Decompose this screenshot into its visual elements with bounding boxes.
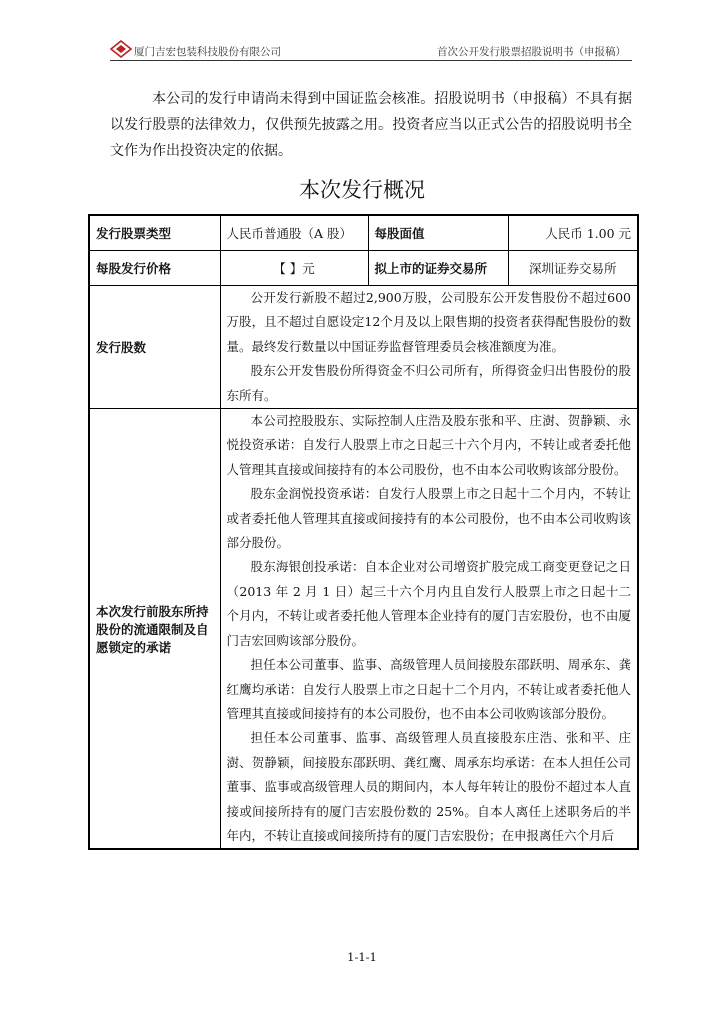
lockup-commitment-text bbox=[220, 409, 638, 850]
paragraph: 股东海银创投承诺：自本企业对公司增资扩股完成工商变更登记之日（2013 年 2 月 1 日）起三十六个月内且自发行人股票上市之日起十二个月内，不转让或者委托他人管理本企业持有的厦门吉宏股份，也不由厦门吉宏回购该部分股份。 bbox=[226, 559, 631, 648]
stock-type-value: 人民币普通股（A 股） bbox=[220, 215, 368, 251]
offering-overview-table bbox=[88, 214, 639, 850]
par-value-value: 人民币 1.00 元 bbox=[508, 215, 638, 251]
paragraph: 股东公开发售股份所得资金不归公司所有，所得资金归出售股份的股东所有。 bbox=[226, 363, 631, 403]
issue-price-label: 每股发行价格 bbox=[89, 251, 220, 286]
notice-paragraph: 本公司的发行申请尚未得到中国证监会核准。招股说明书（申报稿）不具有据以发行股票的法律效力，仅供预先披露之用。投资者应当以正式公告的招股说明书全文作为作出投资决定的依据。 bbox=[110, 91, 632, 159]
page-title: 本次发行概况 bbox=[299, 178, 425, 202]
page-header bbox=[110, 38, 632, 61]
table-row bbox=[89, 409, 638, 850]
table-row bbox=[89, 286, 638, 409]
stock-type-label: 发行股票类型 bbox=[89, 215, 220, 251]
lockup-commitment-label: 本次发行前股东所持股份的流通限制及自愿锁定的承诺 bbox=[89, 409, 220, 850]
paragraph: 公开发行新股不超过2,900万股，公司股东公开发售股份不超过600万股，且不超过自愿设定12个月及以上限售期的投资者获得配售股份的数量。最终发行数量以中国证券监督管理委员会核准额度为准。 bbox=[226, 290, 631, 354]
table-row bbox=[89, 215, 638, 251]
exchange-label: 拟上市的证券交易所 bbox=[368, 251, 508, 286]
page-number: 1-1-1 bbox=[347, 950, 377, 964]
paragraph: 本公司控股股东、实际控制人庄浩及股东张和平、庄澍、贺静颖、永悦投资承诺：自发行人股票上市之日起三十六个月内，不转让或者委托他人管理其直接或间接持有的本公司股份，也不由本公司收购该部分股份。 bbox=[226, 413, 631, 477]
shares-issued-text bbox=[220, 286, 638, 409]
paragraph: 担任本公司董事、监事、高级管理人员间接股东邵跃明、周承东、龚红鹰均承诺：自发行人股票上市之日起十二个月内，不转让或者委托他人管理其直接或间接持有的本公司股份，也不由本公司收购该部分股份。 bbox=[226, 657, 631, 721]
shares-issued-label: 发行股数 bbox=[89, 286, 220, 409]
paragraph: 股东金润悦投资承诺：自发行人股票上市之日起十二个月内，不转让或者委托他人管理其直接或间接持有的本公司股份，也不由本公司收购该部分股份。 bbox=[226, 486, 631, 551]
exchange-value: 深圳证券交易所 bbox=[508, 251, 638, 286]
document-title: 首次公开发行股票招股说明书（申报稿） bbox=[437, 46, 626, 58]
company-logo-icon bbox=[110, 40, 132, 58]
par-value-label: 每股面值 bbox=[368, 215, 508, 251]
table-row bbox=[89, 251, 638, 286]
company-name: 厦门吉宏包装科技股份有限公司 bbox=[134, 46, 281, 58]
issue-price-value: 【 】元 bbox=[220, 251, 368, 286]
paragraph: 担任本公司董事、监事、高级管理人员直接股东庄浩、张和平、庄澍、贺静颖，间接股东邵跃明、龚红鹰、周承东均承诺：在本人担任公司董事、监事或高级管理人员的期间内，本人每年转让的股份不超过本人直接或间接所持有的厦门吉宏股份数的 25%。自本人离任上述职务后的半年内，不转让直接或间接所持有的厦门吉宏股份；在申报离任六个月后 bbox=[226, 730, 631, 843]
